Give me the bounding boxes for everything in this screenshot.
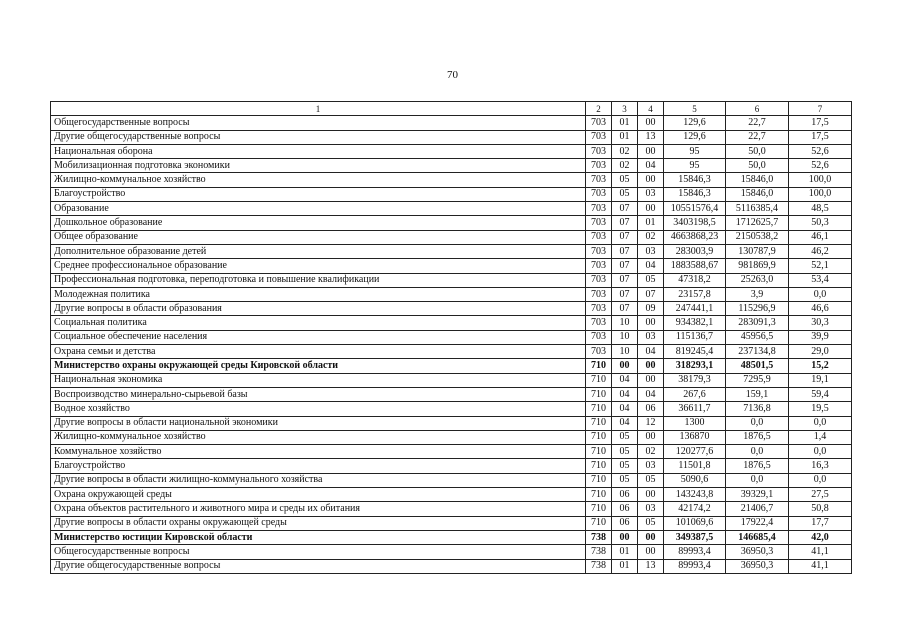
subsection-cell: 04: [638, 345, 664, 359]
subsection-cell: 04: [638, 387, 664, 401]
code-cell: 738: [586, 545, 612, 559]
table-row: [51, 459, 852, 473]
row-name-cell: Коммунальное хозяйство: [51, 445, 586, 459]
row-name-cell: Другие общегосударственные вопросы: [51, 559, 586, 573]
table-row: [51, 559, 852, 573]
actual-amount-cell: 22,7: [726, 130, 789, 144]
section-cell: 04: [612, 387, 638, 401]
code-cell: 703: [586, 187, 612, 201]
planned-amount-cell: 129,6: [664, 130, 726, 144]
subsection-cell: 00: [638, 430, 664, 444]
section-cell: 01: [612, 559, 638, 573]
planned-amount-cell: 1300: [664, 416, 726, 430]
table-row: [51, 259, 852, 273]
row-name-cell: Охрана объектов растительного и животного мира и среды их обитания: [51, 502, 586, 516]
section-cell: 01: [612, 116, 638, 130]
section-cell: 00: [612, 359, 638, 373]
table-row: [51, 387, 852, 401]
table-row: [51, 287, 852, 301]
percent-cell: 46,6: [789, 302, 852, 316]
subsection-cell: 13: [638, 130, 664, 144]
row-name-cell: Охрана окружающей среды: [51, 488, 586, 502]
code-cell: 703: [586, 144, 612, 158]
percent-cell: 0,0: [789, 445, 852, 459]
code-cell: 703: [586, 287, 612, 301]
actual-amount-cell: 17922,4: [726, 516, 789, 530]
code-cell: 703: [586, 159, 612, 173]
planned-amount-cell: 247441,1: [664, 302, 726, 316]
row-name-cell: Воспроизводство минерально-сырьевой базы: [51, 387, 586, 401]
percent-cell: 17,5: [789, 130, 852, 144]
actual-amount-cell: 48501,5: [726, 359, 789, 373]
row-name-cell: Охрана семьи и детства: [51, 345, 586, 359]
section-cell: 07: [612, 230, 638, 244]
code-cell: 703: [586, 202, 612, 216]
planned-amount-cell: 15846,3: [664, 173, 726, 187]
planned-amount-cell: 1883588,67: [664, 259, 726, 273]
actual-amount-cell: 22,7: [726, 116, 789, 130]
planned-amount-cell: 89993,4: [664, 559, 726, 573]
code-cell: 703: [586, 273, 612, 287]
planned-amount-cell: 283003,9: [664, 244, 726, 258]
actual-amount-cell: 50,0: [726, 159, 789, 173]
actual-amount-cell: 0,0: [726, 445, 789, 459]
actual-amount-cell: 3,9: [726, 287, 789, 301]
row-name-cell: Молодежная политика: [51, 287, 586, 301]
percent-cell: 42,0: [789, 530, 852, 544]
row-name-cell: Другие общегосударственные вопросы: [51, 130, 586, 144]
row-name-cell: Другие вопросы в области национальной экономики: [51, 416, 586, 430]
planned-amount-cell: 819245,4: [664, 345, 726, 359]
table-row: [51, 530, 852, 544]
row-name-cell: Жилищно-коммунальное хозяйство: [51, 430, 586, 444]
actual-amount-cell: 283091,3: [726, 316, 789, 330]
table-row: [51, 244, 852, 258]
table-row: [51, 302, 852, 316]
section-cell: 05: [612, 445, 638, 459]
section-cell: 05: [612, 473, 638, 487]
row-name-cell: Образование: [51, 202, 586, 216]
table-row: [51, 445, 852, 459]
code-cell: 738: [586, 530, 612, 544]
section-cell: 06: [612, 502, 638, 516]
row-name-cell: Другие вопросы в области жилищно-коммунального хозяйства: [51, 473, 586, 487]
code-cell: 703: [586, 345, 612, 359]
header-cell: 1: [51, 102, 586, 116]
table-row: [51, 187, 852, 201]
code-cell: 710: [586, 430, 612, 444]
actual-amount-cell: 25263,0: [726, 273, 789, 287]
actual-amount-cell: 21406,7: [726, 502, 789, 516]
subsection-cell: 09: [638, 302, 664, 316]
section-cell: 06: [612, 488, 638, 502]
percent-cell: 0,0: [789, 287, 852, 301]
section-cell: 07: [612, 216, 638, 230]
subsection-cell: 02: [638, 230, 664, 244]
percent-cell: 39,9: [789, 330, 852, 344]
row-name-cell: Профессиональная подготовка, переподготовка и повышение квалификации: [51, 273, 586, 287]
planned-amount-cell: 11501,8: [664, 459, 726, 473]
subsection-cell: 03: [638, 330, 664, 344]
percent-cell: 17,5: [789, 116, 852, 130]
table-row: [51, 116, 852, 130]
header-cell: 2: [586, 102, 612, 116]
header-cell: 7: [789, 102, 852, 116]
section-cell: 07: [612, 244, 638, 258]
row-name-cell: Среднее профессиональное образование: [51, 259, 586, 273]
subsection-cell: 03: [638, 502, 664, 516]
section-cell: 01: [612, 130, 638, 144]
percent-cell: 29,0: [789, 345, 852, 359]
page-number: 70: [447, 69, 458, 81]
table-row: [51, 359, 852, 373]
row-name-cell: Водное хозяйство: [51, 402, 586, 416]
section-cell: 05: [612, 459, 638, 473]
planned-amount-cell: 318293,1: [664, 359, 726, 373]
percent-cell: 41,1: [789, 559, 852, 573]
planned-amount-cell: 47318,2: [664, 273, 726, 287]
percent-cell: 0,0: [789, 473, 852, 487]
percent-cell: 17,7: [789, 516, 852, 530]
subsection-cell: 07: [638, 287, 664, 301]
row-name-cell: Национальная оборона: [51, 144, 586, 158]
code-cell: 710: [586, 445, 612, 459]
table-row: [51, 416, 852, 430]
planned-amount-cell: 349387,5: [664, 530, 726, 544]
planned-amount-cell: 3403198,5: [664, 216, 726, 230]
subsection-cell: 00: [638, 144, 664, 158]
actual-amount-cell: 159,1: [726, 387, 789, 401]
actual-amount-cell: 7136,8: [726, 402, 789, 416]
code-cell: 703: [586, 130, 612, 144]
actual-amount-cell: 7295,9: [726, 373, 789, 387]
planned-amount-cell: 10551576,4: [664, 202, 726, 216]
table-row: [51, 202, 852, 216]
percent-cell: 16,3: [789, 459, 852, 473]
planned-amount-cell: 23157,8: [664, 287, 726, 301]
planned-amount-cell: 120277,6: [664, 445, 726, 459]
planned-amount-cell: 934382,1: [664, 316, 726, 330]
table-row: [51, 502, 852, 516]
percent-cell: 1,4: [789, 430, 852, 444]
table-row: [51, 373, 852, 387]
table-row: [51, 345, 852, 359]
section-cell: 10: [612, 330, 638, 344]
percent-cell: 52,6: [789, 144, 852, 158]
subsection-cell: 01: [638, 216, 664, 230]
subsection-cell: 00: [638, 373, 664, 387]
code-cell: 703: [586, 116, 612, 130]
actual-amount-cell: 5116385,4: [726, 202, 789, 216]
row-name-cell: Благоустройство: [51, 187, 586, 201]
percent-cell: 59,4: [789, 387, 852, 401]
percent-cell: 46,2: [789, 244, 852, 258]
row-name-cell: Жилищно-коммунальное хозяйство: [51, 173, 586, 187]
code-cell: 703: [586, 244, 612, 258]
percent-cell: 19,1: [789, 373, 852, 387]
planned-amount-cell: 38179,3: [664, 373, 726, 387]
actual-amount-cell: 50,0: [726, 144, 789, 158]
section-cell: 05: [612, 173, 638, 187]
row-name-cell: Общегосударственные вопросы: [51, 116, 586, 130]
budget-table: [50, 101, 852, 574]
code-cell: 710: [586, 488, 612, 502]
subsection-cell: 00: [638, 488, 664, 502]
section-cell: 00: [612, 530, 638, 544]
code-cell: 710: [586, 387, 612, 401]
planned-amount-cell: 89993,4: [664, 545, 726, 559]
row-name-cell: Министерство юстиции Кировской области: [51, 530, 586, 544]
percent-cell: 52,6: [789, 159, 852, 173]
planned-amount-cell: 15846,3: [664, 187, 726, 201]
percent-cell: 100,0: [789, 187, 852, 201]
code-cell: 703: [586, 173, 612, 187]
percent-cell: 27,5: [789, 488, 852, 502]
table-row: [51, 402, 852, 416]
subsection-cell: 06: [638, 402, 664, 416]
row-name-cell: Общее образование: [51, 230, 586, 244]
section-cell: 02: [612, 159, 638, 173]
row-name-cell: Социальное обеспечение населения: [51, 330, 586, 344]
section-cell: 05: [612, 430, 638, 444]
subsection-cell: 00: [638, 530, 664, 544]
section-cell: 07: [612, 202, 638, 216]
planned-amount-cell: 36611,7: [664, 402, 726, 416]
header-cell: 4: [638, 102, 664, 116]
row-name-cell: Другие вопросы в области охраны окружающей среды: [51, 516, 586, 530]
percent-cell: 0,0: [789, 416, 852, 430]
actual-amount-cell: 15846,0: [726, 187, 789, 201]
row-name-cell: Общегосударственные вопросы: [51, 545, 586, 559]
percent-cell: 50,3: [789, 216, 852, 230]
section-cell: 06: [612, 516, 638, 530]
planned-amount-cell: 4663868,23: [664, 230, 726, 244]
planned-amount-cell: 129,6: [664, 116, 726, 130]
section-cell: 07: [612, 273, 638, 287]
subsection-cell: 05: [638, 473, 664, 487]
section-cell: 04: [612, 373, 638, 387]
section-cell: 10: [612, 316, 638, 330]
row-name-cell: Министерство охраны окружающей среды Кировской области: [51, 359, 586, 373]
subsection-cell: 04: [638, 159, 664, 173]
actual-amount-cell: 36950,3: [726, 545, 789, 559]
actual-amount-cell: 45956,5: [726, 330, 789, 344]
row-name-cell: Дошкольное образование: [51, 216, 586, 230]
actual-amount-cell: 130787,9: [726, 244, 789, 258]
row-name-cell: Другие вопросы в области образования: [51, 302, 586, 316]
actual-amount-cell: 237134,8: [726, 345, 789, 359]
table-row: [51, 216, 852, 230]
subsection-cell: 12: [638, 416, 664, 430]
code-cell: 710: [586, 416, 612, 430]
section-cell: 04: [612, 402, 638, 416]
actual-amount-cell: 0,0: [726, 416, 789, 430]
code-cell: 738: [586, 559, 612, 573]
code-cell: 703: [586, 216, 612, 230]
planned-amount-cell: 267,6: [664, 387, 726, 401]
table-row: [51, 144, 852, 158]
section-cell: 07: [612, 302, 638, 316]
section-cell: 05: [612, 187, 638, 201]
table-row: [51, 173, 852, 187]
subsection-cell: 00: [638, 359, 664, 373]
actual-amount-cell: 15846,0: [726, 173, 789, 187]
percent-cell: 41,1: [789, 545, 852, 559]
planned-amount-cell: 95: [664, 159, 726, 173]
row-name-cell: Благоустройство: [51, 459, 586, 473]
subsection-cell: 05: [638, 516, 664, 530]
subsection-cell: 13: [638, 559, 664, 573]
planned-amount-cell: 42174,2: [664, 502, 726, 516]
code-cell: 703: [586, 302, 612, 316]
subsection-cell: 00: [638, 173, 664, 187]
table-row: [51, 430, 852, 444]
actual-amount-cell: 146685,4: [726, 530, 789, 544]
table-row: [51, 330, 852, 344]
section-cell: 07: [612, 287, 638, 301]
actual-amount-cell: 36950,3: [726, 559, 789, 573]
subsection-cell: 00: [638, 116, 664, 130]
table-row: [51, 545, 852, 559]
header-cell: 6: [726, 102, 789, 116]
code-cell: 710: [586, 459, 612, 473]
percent-cell: 19,5: [789, 402, 852, 416]
percent-cell: 50,8: [789, 502, 852, 516]
planned-amount-cell: 5090,6: [664, 473, 726, 487]
subsection-cell: 00: [638, 202, 664, 216]
percent-cell: 15,2: [789, 359, 852, 373]
table-row: [51, 230, 852, 244]
code-cell: 710: [586, 502, 612, 516]
subsection-cell: 05: [638, 273, 664, 287]
code-cell: 710: [586, 516, 612, 530]
subsection-cell: 00: [638, 545, 664, 559]
subsection-cell: 02: [638, 445, 664, 459]
subsection-cell: 04: [638, 259, 664, 273]
section-cell: 02: [612, 144, 638, 158]
code-cell: 710: [586, 402, 612, 416]
section-cell: 10: [612, 345, 638, 359]
percent-cell: 48,5: [789, 202, 852, 216]
actual-amount-cell: 2150538,2: [726, 230, 789, 244]
header-cell: 5: [664, 102, 726, 116]
percent-cell: 100,0: [789, 173, 852, 187]
percent-cell: 53,4: [789, 273, 852, 287]
code-cell: 710: [586, 473, 612, 487]
section-cell: 07: [612, 259, 638, 273]
actual-amount-cell: 115296,9: [726, 302, 789, 316]
header-cell: 3: [612, 102, 638, 116]
actual-amount-cell: 981869,9: [726, 259, 789, 273]
code-cell: 710: [586, 359, 612, 373]
subsection-cell: 03: [638, 187, 664, 201]
actual-amount-cell: 1712625,7: [726, 216, 789, 230]
planned-amount-cell: 101069,6: [664, 516, 726, 530]
row-name-cell: Социальная политика: [51, 316, 586, 330]
actual-amount-cell: 1876,5: [726, 430, 789, 444]
row-name-cell: Дополнительное образование детей: [51, 244, 586, 258]
table-row: [51, 516, 852, 530]
table-row: [51, 159, 852, 173]
section-cell: 04: [612, 416, 638, 430]
percent-cell: 52,1: [789, 259, 852, 273]
table-body: [51, 116, 852, 574]
actual-amount-cell: 39329,1: [726, 488, 789, 502]
planned-amount-cell: 95: [664, 144, 726, 158]
code-cell: 703: [586, 230, 612, 244]
table-header-row: [51, 102, 852, 116]
row-name-cell: Мобилизационная подготовка экономики: [51, 159, 586, 173]
subsection-cell: 03: [638, 244, 664, 258]
planned-amount-cell: 136870: [664, 430, 726, 444]
table-row: [51, 488, 852, 502]
table-row: [51, 316, 852, 330]
subsection-cell: 03: [638, 459, 664, 473]
code-cell: 703: [586, 259, 612, 273]
section-cell: 01: [612, 545, 638, 559]
code-cell: 703: [586, 330, 612, 344]
planned-amount-cell: 143243,8: [664, 488, 726, 502]
actual-amount-cell: 1876,5: [726, 459, 789, 473]
row-name-cell: Национальная экономика: [51, 373, 586, 387]
code-cell: 710: [586, 373, 612, 387]
code-cell: 703: [586, 316, 612, 330]
table-row: [51, 273, 852, 287]
percent-cell: 30,3: [789, 316, 852, 330]
planned-amount-cell: 115136,7: [664, 330, 726, 344]
subsection-cell: 00: [638, 316, 664, 330]
percent-cell: 46,1: [789, 230, 852, 244]
table-row: [51, 473, 852, 487]
table-row: [51, 130, 852, 144]
actual-amount-cell: 0,0: [726, 473, 789, 487]
